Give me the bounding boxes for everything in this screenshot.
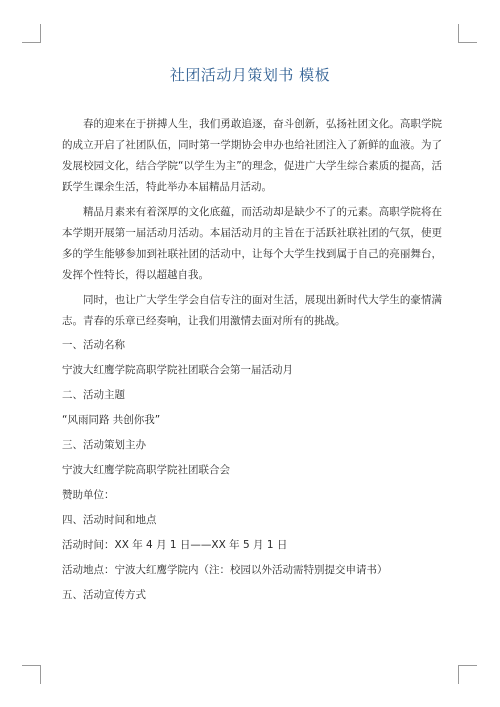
document-title: 社团活动月策划书 模板 xyxy=(169,66,331,84)
activity-theme-text: “风雨同路 共创你我” xyxy=(62,414,161,426)
activity-name-text: 宁波大红鹰学院高职学院社团联合会第一届活动月 xyxy=(62,364,293,376)
paragraph-purpose: 精品月素来有着深厚的文化底蕴，而活动却是缺少不了的元素。高职学院将在本学期开展第一届活动月活动。本届活动月的主旨在于活跃社联社团的气氛，使更多的学生能够参加到社联社团的活动中，让每个大学生找到属于自己的亮丽舞台，发挥个性特长，得以超越自我。 xyxy=(62,206,442,281)
crop-mark-top-right xyxy=(458,24,477,43)
section-heading-activity-theme: 二、活动主题 xyxy=(62,389,125,401)
paragraph-intro: 春的迎来在于拼搏人生，我们勇敢追逐，奋斗创新，弘扬社团文化。高职学院的成立开启了社团队伍，同时第一学期协会申办也给社团注入了新鲜的血液。为了发展校园文化，结合学院“以学生为主”的理念，促进广大学生综合素质的提高，活跃学生课余生活，特此举办本届精品月活动。 xyxy=(62,118,442,193)
document-body xyxy=(62,114,442,611)
sponsor-label: 赞助单位： xyxy=(62,489,115,501)
section-heading-activity-name: 一、活动名称 xyxy=(62,339,125,351)
organizer-text: 宁波大红鹰学院高职学院社团联合会 xyxy=(62,464,230,476)
section-heading-promotion: 五、活动宣传方式 xyxy=(62,589,146,601)
crop-mark-top-left xyxy=(22,24,41,43)
activity-place-text: 活动地点：宁波大红鹰学院内（注：校园以外活动需特别提交申请书） xyxy=(62,564,388,576)
paragraph-closing: 同时，也让广大学生学会自信专注的面对生活，展现出新时代大学生的豪情满志。青春的乐章已经奏响，让我们用激情去面对所有的挑战。 xyxy=(62,294,442,327)
crop-mark-bottom-left xyxy=(22,665,41,684)
crop-mark-bottom-right xyxy=(458,665,477,684)
section-heading-organizer: 三、活动策划主办 xyxy=(62,439,146,451)
section-heading-time-place: 四、活动时间和地点 xyxy=(62,514,157,526)
activity-time-text: 活动时间：XX 年 4 月 1 日——XX 年 5 月 1 日 xyxy=(62,539,288,551)
